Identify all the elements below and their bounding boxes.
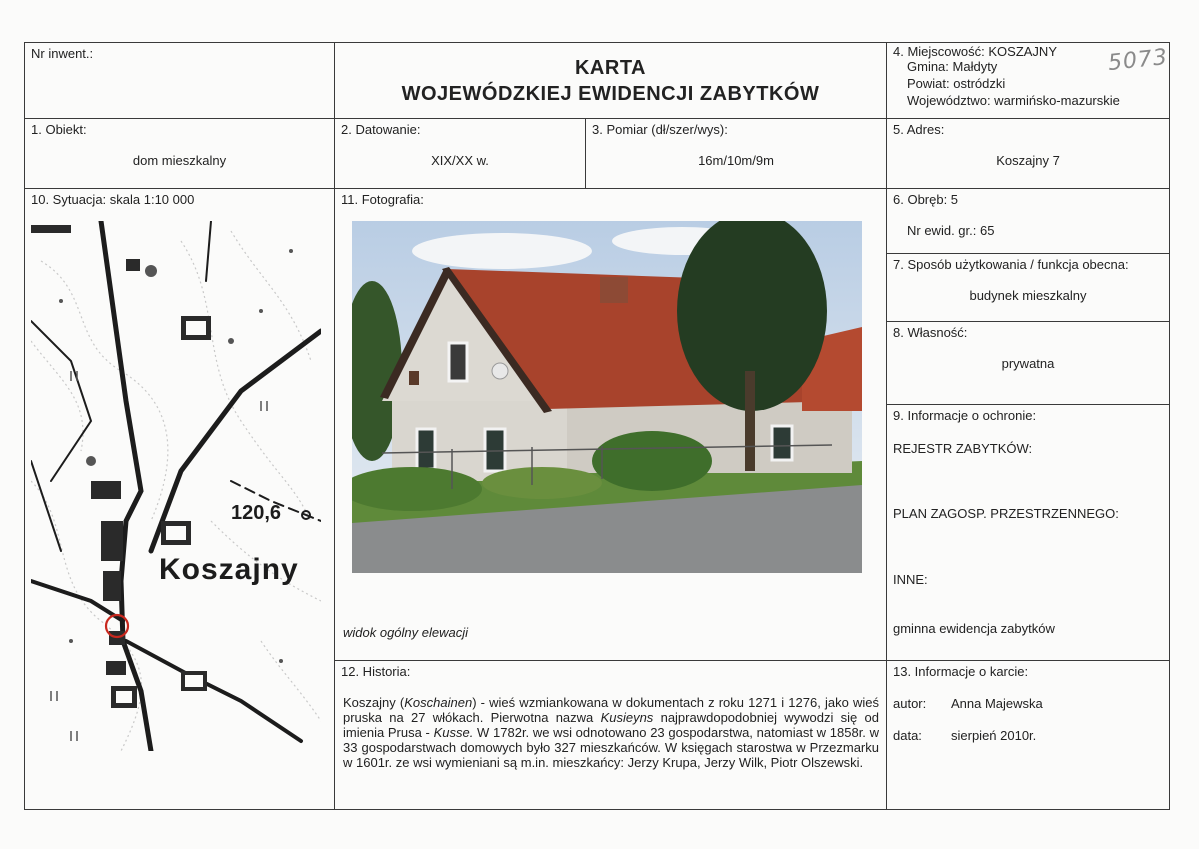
photo-caption: widok ogólny elewacji bbox=[343, 625, 469, 640]
usage-value: budynek mieszkalny bbox=[969, 288, 1087, 303]
ownership-value: prywatna bbox=[1001, 356, 1055, 371]
handwritten-number: 5073 bbox=[1106, 44, 1170, 77]
other-label: INNE: bbox=[893, 572, 928, 587]
object-value: dom mieszkalny bbox=[132, 153, 227, 168]
card-title: KARTA bbox=[574, 57, 646, 79]
object-label: 1. Obiekt: bbox=[31, 122, 87, 137]
other-value: gminna ewidencja zabytków bbox=[893, 621, 1055, 636]
author-value: Anna Majewska bbox=[951, 696, 1043, 711]
history-text: Koszajny (Koschainen) - wieś wzmiankowana w dokumentach z roku 1271 i 1276, jako wieś pruska na 27 włókach. Pierwotna nazwa Kusieyns najprawdopodobniej wywodzi się od imienia Prusa - Kusse. W 1782r. we wsi odnotowano 23 gospodarstwa, natomiast w 1858r. w 33 gospodarstwach domowych było 327 mieszkańców. W księgach starostwa w Przezmarku w 1601r. ze wsi wymieniani są m.in. mieszkańcy: Jerzy Krupa, Jerzy Wilk, Piotr Olszewski. bbox=[343, 695, 880, 770]
gmina-value: Gmina: Małdyty bbox=[907, 59, 998, 74]
dating-value: XIX/XX w. bbox=[431, 153, 489, 168]
map-village-label: Koszajny bbox=[159, 553, 299, 586]
plan-label: PLAN ZAGOSP. PRZESTRZENNEGO: bbox=[893, 506, 1119, 521]
history-label: 12. Historia: bbox=[341, 664, 411, 679]
inventory-label: Nr inwent.: bbox=[31, 46, 94, 61]
situation-cell bbox=[24, 188, 335, 810]
nr-ewid-value: Nr ewid. gr.: 65 bbox=[907, 223, 995, 238]
author-label: autor: bbox=[893, 696, 927, 711]
date-label: data: bbox=[893, 728, 922, 743]
card-info-label: 13. Informacje o karcie: bbox=[893, 664, 1029, 679]
house-photo bbox=[352, 221, 862, 573]
wojewodztwo-value: Województwo: warmińsko-mazurskie bbox=[907, 93, 1120, 108]
ownership-cell bbox=[886, 321, 1170, 405]
object-cell bbox=[24, 118, 335, 189]
inventory-cell bbox=[24, 42, 335, 119]
situation-map bbox=[31, 221, 321, 751]
protection-label: 9. Informacje o ochronie: bbox=[893, 408, 1037, 423]
title-cell bbox=[334, 42, 887, 119]
situation-label: 10. Sytuacja: skala 1:10 000 bbox=[31, 192, 195, 207]
location-label: 4. Miejscowość: KOSZAJNY bbox=[893, 44, 1057, 59]
address-label: 5. Adres: bbox=[893, 122, 945, 137]
map-elevation-label: 120,6 bbox=[231, 502, 282, 524]
dating-label: 2. Datowanie: bbox=[341, 122, 421, 137]
address-value: Koszajny 7 bbox=[996, 153, 1060, 168]
date-value: sierpień 2010r. bbox=[951, 728, 1037, 743]
register-label: REJESTR ZABYTKÓW: bbox=[893, 441, 1033, 456]
protection-cell bbox=[886, 404, 1170, 661]
measure-cell bbox=[585, 118, 887, 189]
measure-value: 16m/10m/9m bbox=[698, 153, 774, 168]
address-cell bbox=[886, 118, 1170, 189]
photo-label: 11. Fotografia: bbox=[341, 192, 424, 207]
usage-cell bbox=[886, 253, 1170, 322]
obreb-cell bbox=[886, 188, 1170, 254]
measure-label: 3. Pomiar (dł/szer/wys): bbox=[592, 122, 728, 137]
dating-cell bbox=[334, 118, 586, 189]
obreb-label: 6. Obręb: 5 bbox=[893, 192, 959, 207]
powiat-value: Powiat: ostródzki bbox=[907, 76, 1006, 91]
usage-label: 7. Sposób użytkowania / funkcja obecna: bbox=[893, 257, 1129, 272]
history-cell bbox=[334, 660, 887, 810]
card-subtitle: WOJEWÓDZKIEJ EWIDENCJI ZABYTKÓW bbox=[401, 83, 820, 105]
card-info-cell bbox=[886, 660, 1170, 810]
photo-cell bbox=[334, 188, 887, 661]
ownership-label: 8. Własność: bbox=[893, 325, 968, 340]
